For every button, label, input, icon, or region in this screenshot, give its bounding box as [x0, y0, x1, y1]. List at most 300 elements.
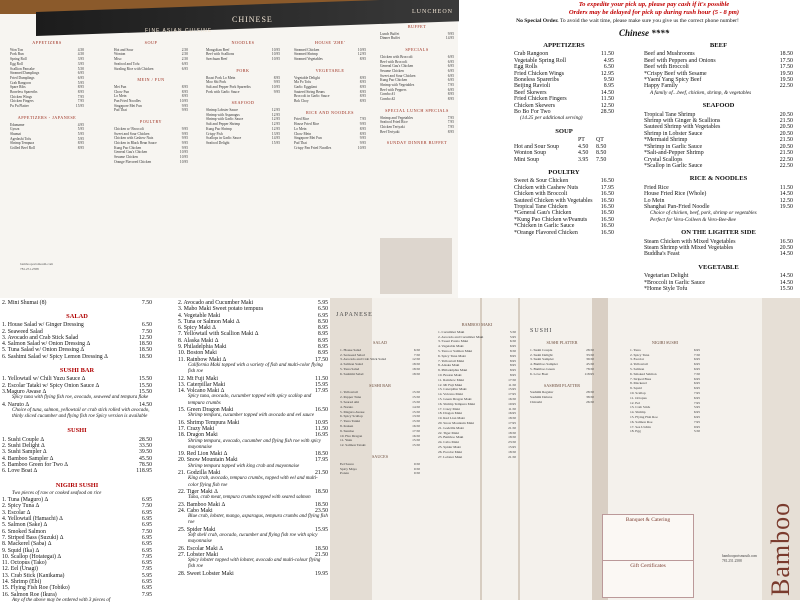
item-name: House Fried Rice (Whole): [644, 191, 707, 198]
item-name: Garlic Eggplant: [294, 84, 317, 89]
item-name: Gyoza: [10, 127, 20, 132]
item-name: 5. Maguro Awase: [340, 409, 365, 414]
item-price: 6.95: [317, 312, 328, 319]
item-price: 8.95: [359, 57, 366, 62]
section-heading: HOUSE 'ZHE': [314, 40, 346, 45]
item-price: 9.95: [359, 122, 366, 127]
item-price: 14.50: [779, 251, 793, 258]
item-price: 18.50: [779, 51, 793, 58]
item-name: Spare Ribs: [10, 85, 26, 90]
item-price: 8.95: [317, 344, 328, 351]
item-name: 10. Fire Dragon: [340, 433, 363, 438]
item-price: 6.95: [141, 509, 152, 516]
rice-heading: RICE & NOODLES: [689, 175, 748, 183]
item-price: 9.95: [359, 140, 366, 145]
item-price: 14.50: [412, 404, 420, 409]
item-name: 5. Bamboo Green for Two Δ: [2, 461, 69, 468]
item-price: 9.95: [273, 80, 280, 85]
item-name: 1. Sushi Couple Δ: [2, 436, 45, 443]
item-name: Hot and Sour Soup: [514, 143, 559, 150]
item-price: 2.50: [181, 47, 188, 52]
item-price: 9.95: [181, 131, 188, 136]
spacer: [514, 163, 614, 167]
notice-line-1: To expedite your pick up, please pay cash if it's possible: [578, 1, 730, 8]
item-price: 21.50: [508, 425, 516, 430]
item-price: 18.50: [314, 545, 328, 552]
item-price: 8.95: [509, 368, 516, 373]
item-name: 16. Salmon Roe: [630, 419, 653, 424]
nigiri-heading: NIGIRI SUSHI: [55, 481, 99, 489]
beef-note: A family of…beef, chicken, shrimp, & vegetables: [650, 89, 752, 96]
item-name: Crab Rangoon: [10, 80, 31, 85]
item-price: 8.95: [603, 83, 614, 90]
section-heading: VEGETABLE: [315, 67, 345, 73]
item-price: 5.95: [693, 405, 700, 410]
banquet-title: Banquet & Catering: [625, 517, 671, 523]
item-price: 7.95: [141, 553, 152, 560]
item-price: 17.95: [314, 457, 328, 464]
item-name: *Orange Flavored Chicken: [514, 229, 578, 236]
item-price: 16.50: [600, 216, 614, 223]
item-name: 26. Escolar Maki Δ: [178, 545, 223, 552]
item-price: 9.50: [603, 77, 614, 84]
item-name: Shanghai Pan-Fried Noodle: [644, 203, 710, 210]
item-price: 17.50: [779, 64, 793, 71]
item-price: 20.50: [779, 143, 793, 150]
item-price: 11.50: [508, 382, 516, 387]
item-name: 1. House Salad: [340, 347, 362, 352]
item-price: 8.95: [447, 129, 454, 134]
item-price: 8.95: [77, 85, 84, 90]
item-name: 2. Sushi Delight: [530, 352, 553, 357]
item-price: 7.95: [447, 124, 454, 129]
item-price: 19.50: [779, 203, 793, 210]
item-price: 8.95: [509, 363, 516, 368]
section-heading: NOODLES: [231, 40, 255, 45]
item-name: 16. Shrimp Tempura Maki: [178, 419, 240, 426]
item-description: Shrimp tempura topped with king crab and mayonnaise: [188, 463, 300, 469]
item-price: 17.50: [508, 377, 516, 382]
spacer: [2, 475, 152, 479]
item-name: Lo Mein: [644, 197, 665, 204]
section-heading: SEAFOOD: [231, 100, 255, 106]
section-heading: SAUCES: [371, 453, 389, 459]
item-name: 7. Striped Bass (Suzuki) Δ: [2, 534, 64, 541]
item-price: 6.95: [447, 87, 454, 92]
item-name: Mini Soup: [514, 156, 540, 163]
item-price: 16.50: [779, 238, 793, 245]
item-name: 5. Salmon: [630, 366, 645, 371]
item-name: 11. Yuzu: [340, 438, 353, 443]
item-name: Spicy Mayo: [340, 466, 358, 471]
item-name: Wonton Soup: [514, 150, 547, 157]
section-heading: MEIN / FUN: [137, 77, 165, 83]
item-description: King crab, avocado, tempura crumbs, topped with eel and multi-color flying fish roe: [188, 476, 318, 488]
item-name: Seafood and Tofu: [114, 61, 140, 66]
item-name: Combo #1: [380, 92, 396, 97]
item-name: Agedashi Tofu: [10, 136, 32, 141]
item-price: 9.95: [181, 136, 188, 141]
spacer: [114, 164, 188, 168]
item-price: 118.95: [584, 371, 594, 376]
item-name: Mei Fun: [114, 84, 127, 89]
item-price: 6.95: [447, 68, 454, 73]
item-name: 5. Bamboo Green: [530, 366, 555, 371]
notice-rest: To avoid the wait time, please make sure you give us the correct phone number!: [558, 18, 739, 24]
maki-column: [178, 300, 328, 577]
item-name: Beef with Scallions: [206, 52, 235, 57]
item-price: 8.95: [359, 126, 366, 131]
item-name: 6. Smoked Salmon: [630, 371, 657, 376]
item-name: 27. Lobster Maki: [178, 551, 219, 558]
item-price: 7.95: [693, 400, 700, 405]
item-price: 17.50: [779, 57, 793, 64]
item-name: 14. Volcano Maki: [438, 392, 463, 397]
item-name: Pu Pu Platter: [10, 104, 29, 109]
item-description: Tuna, crab meat, tempura crumbs topped with seared salmon: [188, 495, 311, 501]
item-name: 6. Sashimi Salad: [340, 371, 364, 376]
spacer: [294, 104, 366, 108]
item-price: 16.50: [412, 433, 420, 438]
item-price: 9.95: [181, 126, 188, 131]
notice-line-2: Orders may be delayed for pick up during rush hour (5 - 8 pm): [568, 8, 740, 16]
item-price: 6.95: [141, 578, 152, 585]
item-price: 8.50: [317, 318, 328, 325]
item-price: 7.95: [447, 120, 454, 125]
item-price: 45.50: [138, 455, 152, 462]
item-price: 18.50: [412, 371, 420, 376]
item-price: 12.95: [271, 122, 280, 127]
item-price: 8.95: [359, 84, 366, 89]
item-name: 7. Tuna Tataki: [340, 419, 361, 424]
item-price: 118.95: [136, 468, 152, 475]
item-price: 6.95: [447, 73, 454, 78]
item-name: Spring Roll: [10, 57, 27, 62]
item-price: 12.95: [271, 117, 280, 122]
rice-note: Perfect for Vera-Colleen & Vero-Bee-Bee: [650, 216, 736, 223]
item-name: 4. Salmon Salad: [340, 362, 363, 367]
item-price: 6.95: [141, 585, 152, 592]
item-name: 4. Yellowtail (Hamachi) Δ: [2, 516, 63, 523]
item-price: 5.95: [77, 131, 84, 136]
item-name: 9. Squid: [630, 386, 642, 391]
item-price: 38.50: [586, 395, 594, 400]
item-name: 5. Tuna Salad: [340, 366, 360, 371]
item-name: 2. Seaweed Salad: [340, 352, 365, 357]
item-name: 6. Spicy Scallop: [340, 414, 363, 419]
item-price: 8.95: [359, 75, 366, 80]
item-price: 6.95: [77, 75, 84, 80]
spacer: [644, 292, 793, 296]
item-name: 25. Spider Maki: [178, 526, 216, 533]
item-name: Sauteed Chicken with Vegetables: [514, 197, 593, 204]
item-price: 6.95: [141, 541, 152, 548]
item-price: 5.50: [509, 329, 516, 334]
item-name: 7. Striped Bass: [630, 376, 652, 381]
item-name: 10. Boston Maki: [178, 350, 217, 357]
item-name: *Home Style Tofu: [644, 286, 688, 292]
item-name: 5. Salmon (Sake) Δ: [2, 522, 48, 529]
item-name: Grilled Beef Roll: [10, 146, 35, 151]
item-name: Tropical Tane Chicken: [514, 203, 568, 210]
item-name: 17. Sea Urchin: [630, 424, 651, 429]
item-price: 14.50: [138, 401, 152, 408]
item-price: 6.95: [447, 54, 454, 59]
item-price: 6.95: [181, 61, 188, 66]
item-price: 7.95: [693, 390, 700, 395]
item-name: Shrimp in Lobster Sauce: [644, 130, 703, 137]
item-name: Chicken Skewers: [514, 102, 556, 109]
item-price: 17.50: [314, 356, 328, 363]
item-price: 18.50: [508, 430, 516, 435]
item-name: Salt and Pepper Pork Spareribs: [206, 84, 251, 89]
section-heading: RICE AND NOODLES: [305, 109, 354, 115]
item-name: 20. Snow Mountain Maki: [178, 457, 238, 464]
spacer: [2, 420, 152, 424]
spacer: [294, 150, 366, 154]
item-price: 8.95: [359, 131, 366, 136]
item-name: 1. Sushi Couple: [530, 347, 553, 352]
item-price: 11.50: [315, 425, 328, 432]
item-price: 3.95: [77, 61, 84, 66]
lighter-heading: ON THE LIGHTER SIDE: [681, 229, 756, 237]
item-price: 20.50: [779, 130, 793, 137]
item-name: Tropical Tane Shrimp: [644, 111, 696, 118]
item-price: 5.95: [317, 300, 328, 306]
item-price: 6.95: [693, 357, 700, 362]
item-price: 7.50: [141, 300, 152, 306]
section-heading: SASHIMI PLATTER: [543, 382, 581, 388]
jp-website: bambooportsmouth.com: [722, 554, 758, 558]
item-name: Beef Skewers: [514, 89, 547, 96]
item-price: 21.50: [779, 137, 793, 144]
item-name: Fried Chicken Fingers: [514, 96, 567, 103]
item-price: 17.50: [412, 428, 420, 433]
item-price: 7.95: [141, 566, 152, 573]
item-name: Pork with Garlic Sauce: [206, 89, 240, 94]
item-price: 18.50: [412, 362, 420, 367]
item-price: 18.50: [138, 347, 152, 354]
item-price: 9.95: [359, 136, 366, 141]
item-price: 19.50: [779, 77, 793, 84]
item-name: 4. Vegetable Maki: [178, 312, 221, 319]
item-name: 8. Kaisen: [340, 423, 354, 428]
sushi-top-item: [2, 300, 152, 306]
item-name: 15. Flying Fish Roe (Tobiko): [2, 585, 70, 592]
item-price: 78.50: [586, 366, 594, 371]
item-name: 9. Philadelphia Maki: [178, 344, 227, 351]
item-price: 10.95: [179, 99, 188, 104]
item-price: 28.50: [586, 347, 594, 352]
item-price: 6.95: [447, 78, 454, 83]
item-price: 5.50: [693, 429, 700, 434]
item-name: Fried Chicken Wings: [514, 70, 565, 77]
spacer: [380, 134, 454, 138]
item-description: Choice of tuna, salmon, yellowtail or crab stick rolled with avocado, thinly sliced cucumber and flying fish roe Spicy version is available: [12, 407, 150, 420]
item-name: Sashimi Deluxe: [530, 395, 553, 400]
item-name: Kung Pao Chicken: [380, 78, 408, 83]
item-price: 26.50: [586, 399, 594, 404]
item-price: 15.95: [314, 526, 328, 533]
item-price: 18.50: [508, 435, 516, 440]
item-price: 16.50: [600, 197, 614, 204]
item-name: Beef and Mushrooms: [644, 51, 695, 58]
item-price: 4.95: [77, 122, 84, 127]
item-price: 6.95: [693, 410, 700, 415]
item-price: 2.50: [181, 52, 188, 57]
item-name: Szechuan Beef: [206, 57, 228, 62]
item-price: 12.50: [779, 197, 793, 204]
gift-title: Gift Certificates: [630, 563, 666, 569]
menu-column-1: [10, 38, 84, 155]
item-name: House Fried Rice: [294, 122, 320, 127]
item-name: Buddha's Feast: [644, 251, 680, 258]
soup-heading: SOUP: [555, 127, 573, 135]
item-name: Steam Chicken with Mixed Vegetables: [644, 238, 736, 245]
item-name: 27. Lobster Maki: [438, 454, 463, 459]
item-name: *Shrimp in Garlic Sauce: [644, 143, 703, 150]
item-price-qt: 8.50: [596, 150, 607, 157]
nigiri-subheading: Two pieces of raw or cooked seafood on rice: [12, 490, 102, 496]
jp-column-1: [340, 338, 420, 480]
item-name: 6. Sashimi Salad w/ Spicy Lemon Dressing Δ: [2, 353, 108, 360]
item-name: Shumai: [10, 131, 21, 136]
item-price: 8.50: [509, 348, 516, 353]
item-name: *Salt-and-Pepper Shrimp: [644, 150, 704, 157]
item-name: Singapore Mei Fun: [294, 136, 322, 141]
item-name: 12. Salmon Tataki: [340, 443, 366, 448]
item-name: General Gau's Chicken: [380, 64, 414, 69]
item-price: 7.95: [141, 591, 152, 598]
item-price: 16.50: [600, 178, 614, 185]
item-price: 7.95: [77, 99, 84, 104]
menu-title: Chinese ****: [619, 28, 670, 38]
item-name: Kung Pao Chicken: [114, 145, 142, 150]
item-name: Sweet and Sour Chicken: [114, 131, 150, 136]
item-name: Fried Rice: [644, 184, 669, 191]
item-name: Wonton: [114, 52, 126, 57]
item-name: 22. Tiger Maki: [438, 430, 459, 435]
item-price: 33.50: [586, 352, 594, 357]
item-name: 5. Tuna or Salmon Maki Δ: [178, 318, 240, 325]
item-name: Ponzu: [340, 471, 349, 476]
item-price: 7.95: [447, 115, 454, 120]
item-price: 7.50: [141, 503, 152, 510]
item-name: Egg Roll: [10, 61, 23, 66]
item-name: 4. Bamboo Sampler Δ: [2, 455, 54, 462]
spacer: [630, 434, 700, 438]
item-price: 6.50: [413, 347, 420, 352]
item-price: 10.95: [271, 57, 280, 62]
item-price: 8.95: [359, 99, 366, 104]
spacer: [114, 71, 188, 75]
item-description: Soft shell crab, avocado, cucumber and flying fish roe with spicy mayonnaise: [188, 532, 318, 545]
section-heading: BAMBOO MAKI: [461, 322, 493, 327]
payment-notice: [519, 1, 789, 17]
item-name: Chicken with Cashew Nuts: [114, 136, 154, 141]
item-price: 8.95: [77, 141, 84, 146]
item-price: 6.95: [141, 534, 152, 541]
item-price: 9.95: [693, 424, 700, 429]
item-price-qt: 8.50: [596, 143, 607, 150]
item-name: 1. Cucumber Maki: [438, 329, 465, 334]
item-price: 8.95: [317, 350, 328, 357]
item-name: Boneless Spareribs: [10, 90, 38, 95]
sushi-left-column: [2, 310, 152, 608]
footer-phone: 781.251.2588: [20, 266, 39, 271]
item-price: 8.95: [317, 325, 328, 332]
item-price: 4.50: [77, 47, 84, 52]
item-name: 1. Yellowtail: [340, 390, 358, 395]
item-name: 13. Crab Stick: [630, 405, 651, 410]
item-price: 8.95: [181, 84, 188, 89]
item-description: Blue crab, lobster, mango, asparagus, tempura crumbs and flying fish roe: [188, 514, 328, 526]
item-price: 5.95: [141, 572, 152, 579]
section-heading: SUNDAY DINNER BUFFET: [386, 140, 448, 146]
item-name: 10. Boston Maki: [438, 372, 462, 377]
item-price: 16.50: [600, 229, 614, 236]
item-name: Beef with Broccoli: [380, 59, 408, 64]
item-name: 8. Alaska Maki: [438, 363, 460, 368]
item-name: Steamed Vegetables: [294, 57, 323, 62]
item-price: 18.50: [314, 501, 328, 508]
item-name: 3.Maguro Awase Δ: [2, 388, 47, 395]
soup-col-qt: QT: [596, 137, 604, 144]
item-price: 8.95: [447, 97, 454, 102]
item-price: 39.50: [586, 357, 594, 362]
item-name: 3. Escolar Δ: [2, 509, 31, 516]
item-name: 2. Sushi Delight Δ: [2, 443, 45, 450]
item-price: 5.50: [77, 66, 84, 71]
item-price: 18.50: [138, 341, 152, 348]
item-price: 9.95: [181, 145, 188, 150]
footer-contact: [20, 262, 53, 271]
item-price: 11.50: [600, 51, 614, 58]
item-price: 8.95: [181, 94, 188, 99]
item-name: Scallops in Garlic Sauce: [206, 136, 242, 141]
item-price: 9.95: [181, 108, 188, 113]
nigiri-footer: Any of the above may be ordered with 3 pieces of: [12, 597, 111, 603]
spacer: [514, 236, 614, 240]
item-price: 21.50: [779, 118, 793, 125]
item-name: Sweet & Sour Chicken: [514, 178, 569, 185]
item-price: 45.50: [586, 362, 594, 367]
gift-box: [602, 560, 694, 598]
item-price: 9.95: [273, 89, 280, 94]
item-name: 16. Salmon Roe (Ikura): [2, 591, 57, 598]
item-price: 17.95: [508, 392, 516, 397]
item-name: Seafood Fried Rice: [380, 120, 408, 125]
item-price: 10.95: [179, 159, 188, 164]
item-price: 4.50: [77, 52, 84, 57]
item-name: Orange Flavored Chicken: [114, 159, 152, 164]
takeout-right-column: [644, 40, 793, 296]
item-price: 6.95: [693, 366, 700, 371]
item-name: Scallion Pancake: [10, 66, 35, 71]
item-name: Mongolian Beef: [206, 47, 230, 52]
item-name: 19. Red Lion Maki Δ: [178, 451, 228, 458]
item-price: 16.95: [508, 411, 516, 416]
item-price: 18.50: [508, 416, 516, 421]
item-price: 15.50: [779, 286, 793, 292]
item-description: Spicy tuna, avocado, cucumber topped with spicy scallop and tempura crumbs: [188, 394, 312, 406]
sushi-heading: SUSHI: [67, 427, 87, 435]
item-price: 15.50: [412, 399, 420, 404]
spacer: [530, 405, 594, 409]
item-name: 4. Salmon Salad w/ Onion Dressing Δ: [2, 341, 91, 348]
spacer: [644, 169, 793, 173]
rice-note: Choice of chicken, beef, pork, shrimp or vegetables: [650, 210, 757, 217]
